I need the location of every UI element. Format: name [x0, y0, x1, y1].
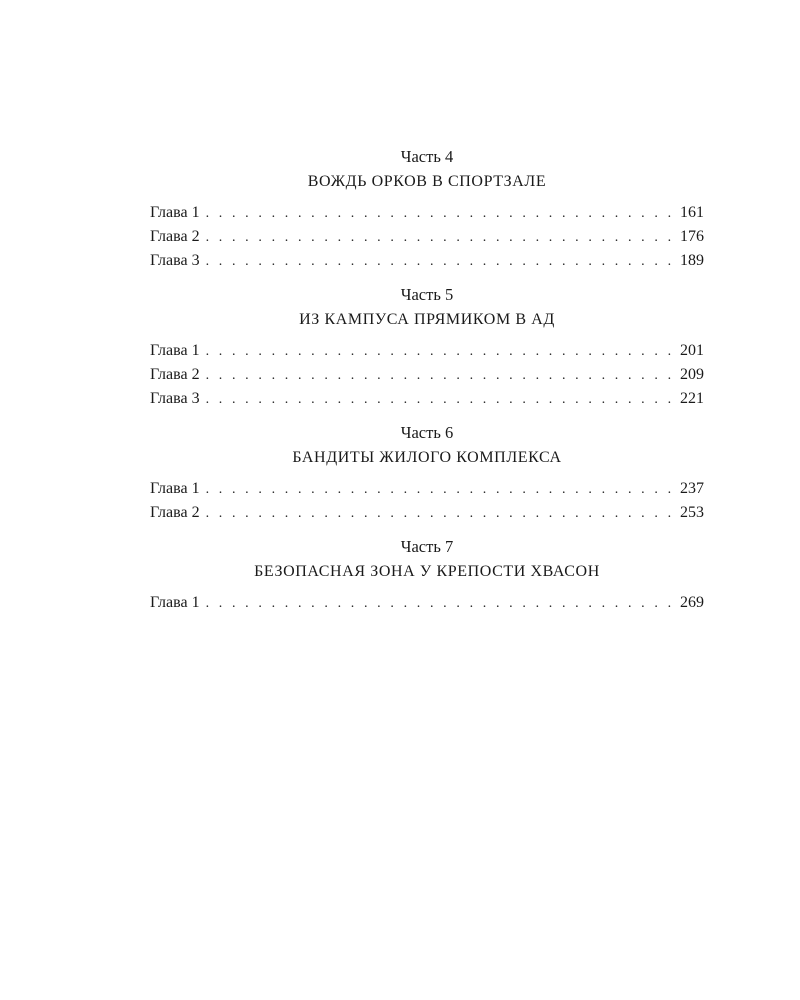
dot-leader — [206, 592, 676, 616]
part-label: Часть 7 — [400, 537, 454, 556]
part-label: Часть 5 — [400, 285, 454, 304]
toc-entry[interactable] — [150, 201, 704, 225]
chapter-label: Глава 1 — [150, 204, 200, 221]
toc-part-6 — [150, 422, 704, 525]
chapter-label: Глава 3 — [150, 252, 200, 269]
toc-entry[interactable] — [150, 339, 704, 363]
chapter-label: Глава 1 — [150, 594, 200, 611]
toc-entry[interactable] — [150, 501, 704, 525]
dot-leader — [206, 502, 676, 526]
page-number: 189 — [680, 252, 704, 269]
part-title: ИЗ КАМПУСА ПРЯМИКОМ В АД — [299, 311, 555, 328]
page-number: 201 — [680, 342, 704, 359]
toc-part-5 — [150, 284, 704, 411]
page-number: 237 — [680, 480, 704, 497]
part-title: БАНДИТЫ ЖИЛОГО КОМПЛЕКСА — [292, 449, 562, 466]
page-number: 161 — [680, 204, 704, 221]
dot-leader — [206, 364, 676, 388]
toc-entry[interactable] — [150, 387, 704, 411]
page-number: 269 — [680, 594, 704, 611]
chapter-label: Глава 2 — [150, 228, 200, 245]
chapter-label: Глава 3 — [150, 390, 200, 407]
page-number: 253 — [680, 504, 704, 521]
dot-leader — [206, 250, 676, 274]
dot-leader — [206, 340, 676, 364]
chapter-label: Глава 2 — [150, 504, 200, 521]
toc-entry[interactable] — [150, 225, 704, 249]
chapter-label: Глава 1 — [150, 342, 200, 359]
page-number: 176 — [680, 228, 704, 245]
toc-entry[interactable] — [150, 477, 704, 501]
part-title: БЕЗОПАСНАЯ ЗОНА У КРЕПОСТИ ХВАСОН — [254, 563, 600, 580]
chapter-label: Глава 1 — [150, 480, 200, 497]
page-number: 209 — [680, 366, 704, 383]
dot-leader — [206, 388, 676, 412]
toc-entry[interactable] — [150, 249, 704, 273]
toc-part-7 — [150, 536, 704, 615]
part-label: Часть 4 — [400, 147, 454, 166]
part-label: Часть 6 — [400, 423, 454, 442]
table-of-contents — [150, 146, 704, 626]
toc-part-4 — [150, 146, 704, 273]
chapter-label: Глава 2 — [150, 366, 200, 383]
part-title: ВОЖДЬ ОРКОВ В СПОРТЗАЛЕ — [307, 173, 547, 190]
toc-entry[interactable] — [150, 591, 704, 615]
dot-leader — [206, 202, 676, 226]
toc-entry[interactable] — [150, 363, 704, 387]
page-number: 221 — [680, 390, 704, 407]
dot-leader — [206, 478, 676, 502]
dot-leader — [206, 226, 676, 250]
